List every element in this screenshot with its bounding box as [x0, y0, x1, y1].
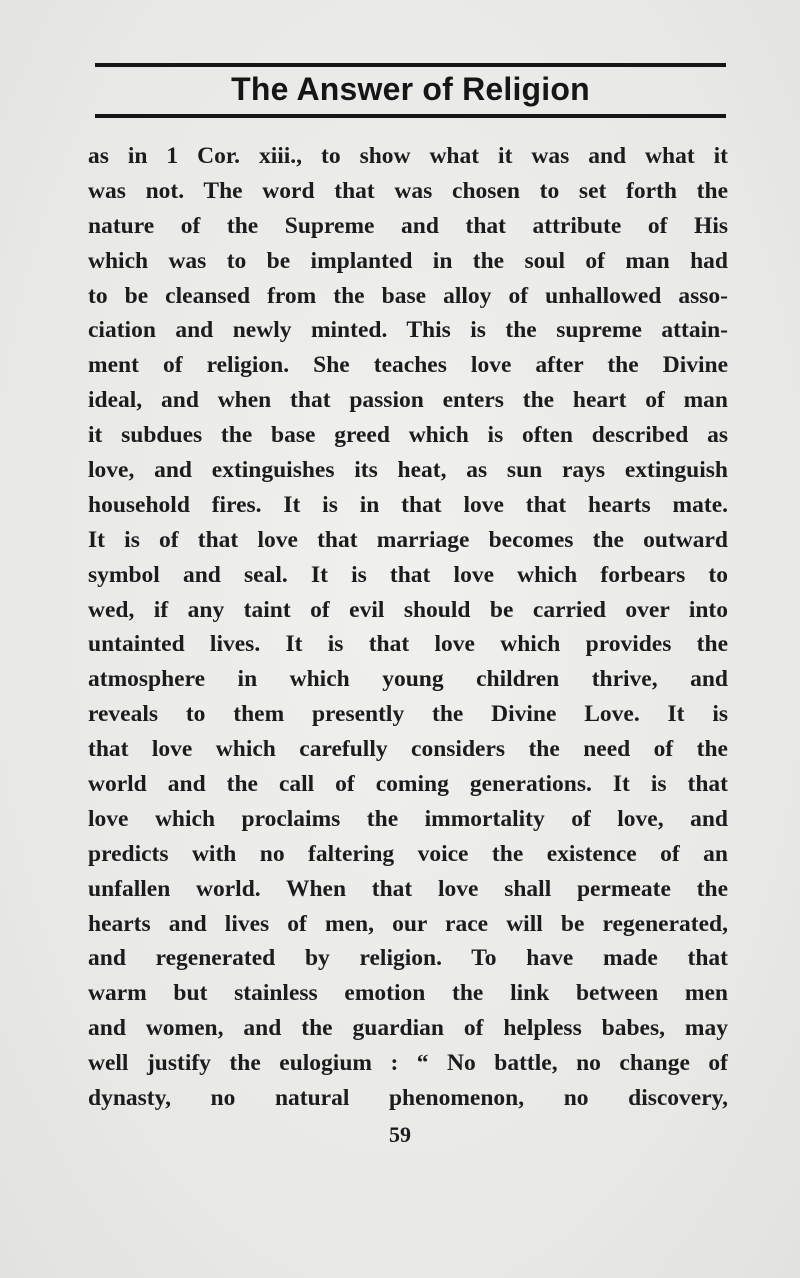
page-number: 59: [389, 1122, 411, 1147]
text-line: ideal, and when that passion enters the heart of man: [88, 387, 728, 414]
text-line: It is of that love that marriage becomes the outward: [88, 526, 728, 553]
text-line: well justify the eulogium : “ No battle, no change of: [88, 1050, 728, 1077]
text-line: symbol and seal. It is that love which forbears to: [88, 561, 728, 588]
text-line: which was to be implanted in the soul of man had: [88, 247, 728, 274]
text-line: predicts with no faltering voice the existence of an: [88, 840, 728, 867]
text-line: nature of the Supreme and that attribute of His: [88, 212, 728, 239]
text-line: atmosphere in which young children thrive, and: [88, 666, 728, 693]
text-line: love, and extinguishes its heat, as sun rays extinguish: [88, 457, 728, 484]
text-line: wed, if any taint of evil should be carried over into: [88, 596, 728, 623]
header-rule-top: [95, 63, 726, 67]
body-text: [88, 139, 728, 1116]
text-line: warm but stainless emotion the link between men: [88, 980, 728, 1007]
running-title: The Answer of Religion: [231, 71, 590, 107]
header-rule-bottom: [95, 114, 726, 118]
text-line: ciation and newly minted. This is the supreme attain-: [88, 317, 728, 344]
text-line: love which proclaims the immortality of love, and: [88, 805, 728, 832]
text-line: reveals to them presently the Divine Love. It is: [88, 701, 728, 728]
text-line: hearts and lives of men, our race will be regenerated,: [88, 910, 728, 937]
text-line: that love which carefully considers the need of the: [88, 736, 728, 763]
text-line: household fires. It is in that love that hearts mate.: [88, 491, 728, 518]
text-line: it subdues the base greed which is often described as: [88, 422, 728, 449]
text-line: dynasty, no natural phenomenon, no discovery,: [88, 1085, 728, 1112]
text-line: as in 1 Cor. xiii., to show what it was and what it: [88, 143, 728, 169]
text-line: and women, and the guardian of helpless babes, may: [88, 1015, 728, 1042]
text-line: to be cleansed from the base alloy of unhallowed asso-: [88, 282, 728, 309]
text-line: unfallen world. When that love shall permeate the: [88, 875, 728, 902]
text-line: and regenerated by religion. To have made that: [88, 945, 728, 972]
text-line: untainted lives. It is that love which provides the: [88, 631, 728, 658]
text-line: was not. The word that was chosen to set forth the: [88, 177, 728, 204]
text-line: ment of religion. She teaches love after the Divine: [88, 352, 728, 379]
text-line: world and the call of coming generations. It is that: [88, 771, 728, 798]
